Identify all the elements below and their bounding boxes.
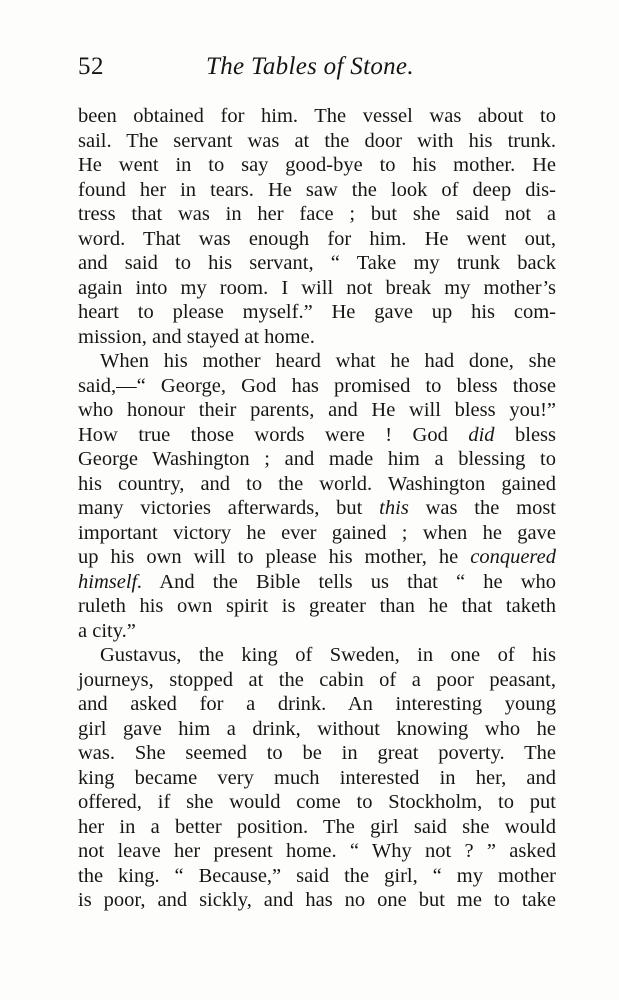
text-line: is poor, and sickly, and has no one but me to take bbox=[78, 889, 556, 911]
text-line: said,—“ George, God has promised to bless those bbox=[78, 374, 556, 397]
running-title: The Tables of Stone. bbox=[206, 53, 414, 80]
text-segment: many victories afterwards, but bbox=[78, 497, 380, 519]
text-line: When his mother heard what he had done, she bbox=[100, 350, 556, 372]
page-number: 52 bbox=[78, 53, 104, 80]
text-line bbox=[78, 545, 556, 570]
text-line: Gustavus, the king of Sweden, in one of his bbox=[100, 644, 556, 666]
text-line: his country, and to the world. Washington gained bbox=[78, 472, 556, 495]
page-header bbox=[78, 52, 556, 86]
text-line: heart to please myself.” He gave up his com- bbox=[78, 301, 556, 323]
text-line: again into my room. I will not break my mother’s bbox=[78, 276, 556, 299]
emphasis-text: himself. bbox=[78, 570, 143, 593]
emphasis-text: conquered bbox=[470, 546, 556, 568]
body-text bbox=[78, 104, 556, 913]
text-line: sail. The servant was at the door with his trunk. bbox=[78, 129, 556, 152]
text-line: girl gave him a drink, without knowing who he bbox=[78, 717, 556, 740]
text-line: was. She seemed to be in great poverty. The bbox=[78, 742, 556, 764]
text-line bbox=[78, 423, 556, 448]
text-line: who honour their parents, and He will bless you!” bbox=[78, 399, 556, 421]
emphasis-text: this bbox=[379, 497, 409, 519]
text-line: tress that was in her face ; but she said not a bbox=[78, 203, 556, 225]
text-segment: was the most bbox=[408, 497, 556, 519]
text-line: her in a better position. The girl said she would bbox=[78, 815, 556, 838]
text-line: been obtained for him. The vessel was about to bbox=[78, 105, 556, 127]
text-line: the king. “ Because,” said the girl, “ my mother bbox=[78, 864, 556, 887]
text-line: ruleth his own spirit is greater than he that taketh bbox=[78, 595, 556, 617]
text-line: a city.” bbox=[78, 619, 136, 642]
text-line: king became very much interested in her, and bbox=[78, 766, 556, 789]
text-line: and asked for a drink. An interesting young bbox=[78, 693, 556, 715]
text-line: word. That was enough for him. He went out, bbox=[78, 227, 556, 250]
text-segment: up his own will to please his mother, he bbox=[78, 546, 471, 568]
text-segment: bless bbox=[494, 423, 556, 446]
text-line: journeys, stopped at the cabin of a poor peasant, bbox=[78, 668, 556, 691]
text-line: He went in to say good-bye to his mother. He bbox=[78, 154, 556, 176]
text-line: found her in tears. He saw the look of deep dis- bbox=[78, 178, 556, 201]
text-line bbox=[78, 570, 556, 595]
emphasis-text: did bbox=[468, 423, 495, 446]
text-line: mission, and stayed at home. bbox=[78, 325, 315, 348]
text-line: offered, if she would come to Stockholm, to put bbox=[78, 791, 556, 813]
text-line: important victory he ever gained ; when he gave bbox=[78, 521, 556, 544]
text-line bbox=[78, 496, 556, 521]
text-line: and said to his servant, “ Take my trunk back bbox=[78, 252, 556, 274]
text-segment: And the Bible tells us that “ he who bbox=[142, 570, 556, 593]
text-line: not leave her present home. “ Why not ? ” asked bbox=[78, 840, 556, 862]
text-line: George Washington ; and made him a blessing to bbox=[78, 448, 556, 470]
text-segment: How true those words were ! God bbox=[78, 423, 469, 446]
